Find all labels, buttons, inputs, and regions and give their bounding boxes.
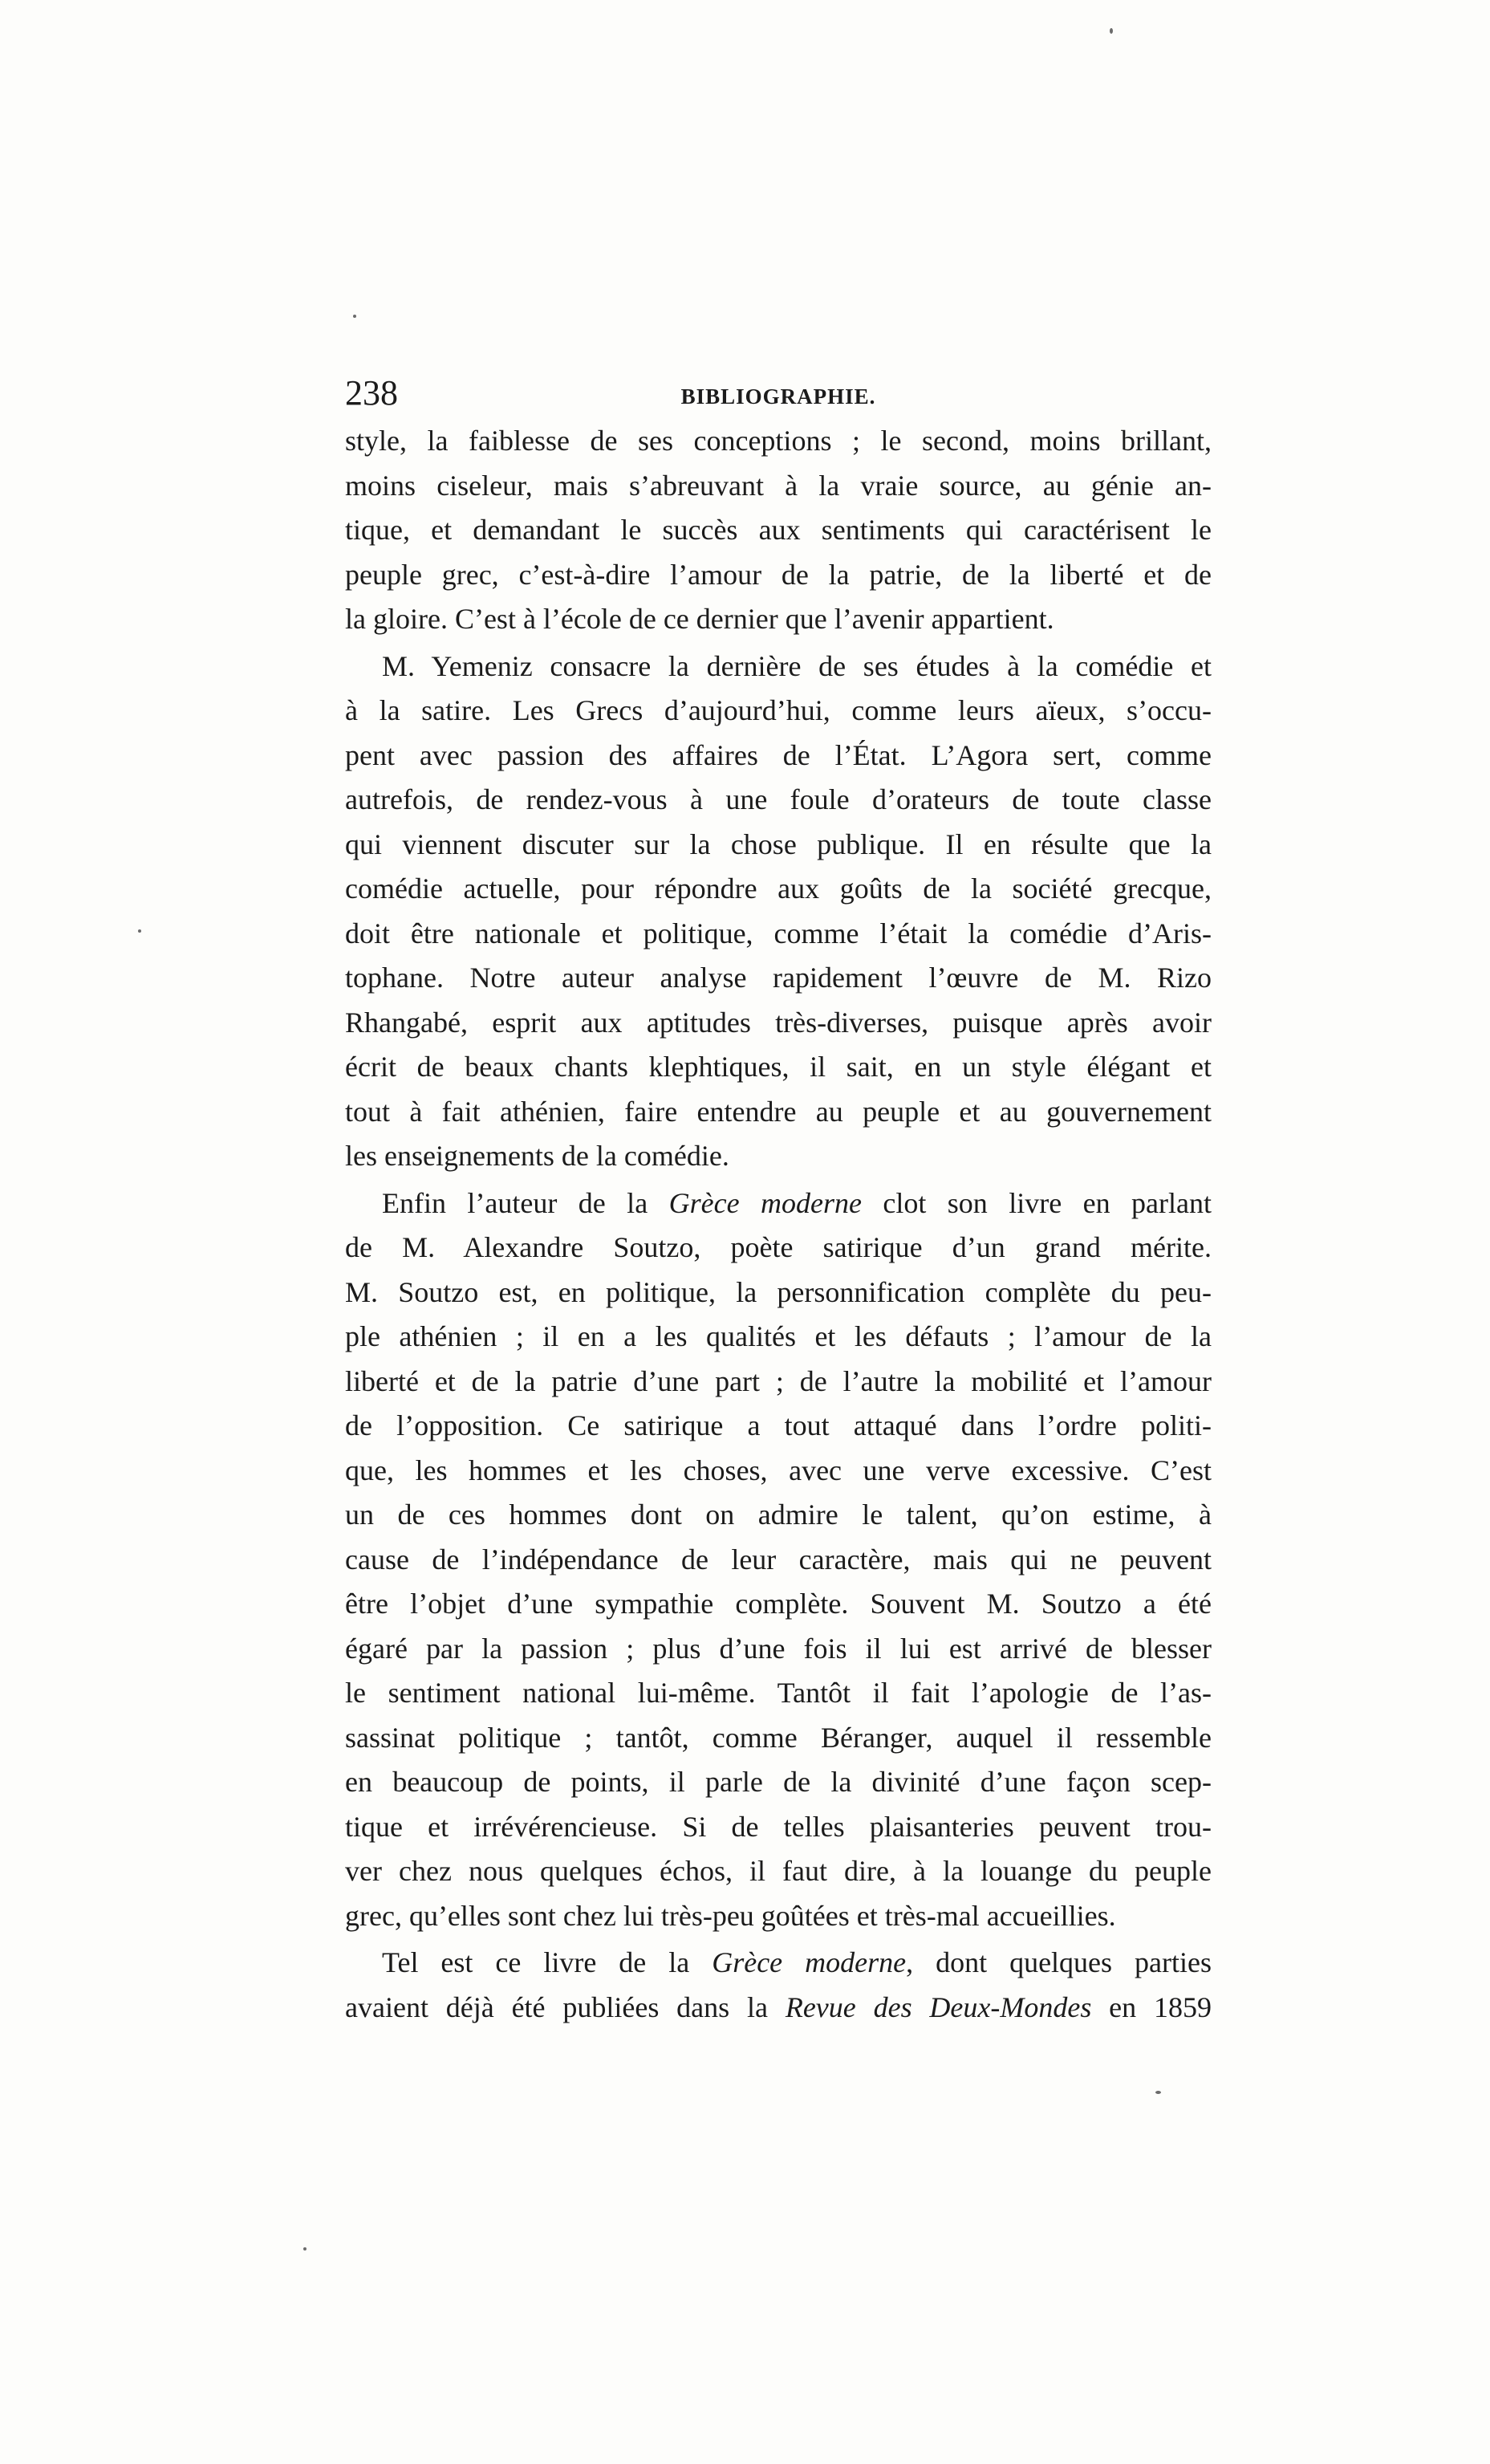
paragraph	[345, 419, 1212, 642]
ink-speck	[1155, 2091, 1161, 2094]
text-line: Enfin l’auteur de la Grèce moderne clot son livre en parlant	[382, 1186, 1212, 1219]
text-line: Tel est ce livre de la Grèce moderne, dont quelques parties	[382, 1946, 1212, 1978]
text-line: moins ciseleur, mais s’abreuvant à la vraie source, au génie an-	[345, 469, 1212, 502]
paragraph	[345, 644, 1212, 1179]
text-line: grec, qu’elles sont chez lui très-peu goûtées et très-mal accueillies.	[345, 1899, 1116, 1932]
text-line: tique et irrévérencieuse. Si de telles plaisanteries peuvent trou-	[345, 1810, 1212, 1843]
text-line: autrefois, de rendez-vous à une foule d’orateurs de toute classe	[345, 783, 1212, 815]
text-line: que, les hommes et les choses, avec une verve excessive. C’est	[345, 1454, 1212, 1486]
paragraph	[345, 1181, 1212, 1939]
text-line: être l’objet d’une sympathie complète. Souvent M. Soutzo a été	[345, 1588, 1212, 1620]
italic-title: Grèce moderne	[712, 1946, 907, 1978]
text-line: tophane. Notre auteur analyse rapidement l’œuvre de M. Rizo	[345, 962, 1212, 994]
text-line: la gloire. C’est à l’école de ce dernier que l’avenir appartient.	[345, 603, 1054, 635]
text-line: liberté et de la patrie d’une part ; de l’autre la mobilité et l’amour	[345, 1364, 1212, 1397]
text-line: cause de l’indépendance de leur caractère, mais qui ne peuvent	[345, 1543, 1212, 1576]
running-head	[345, 371, 1212, 416]
text-line: sassinat politique ; tantôt, comme Béranger, auquel il ressemble	[345, 1721, 1212, 1754]
text-line: doit être nationale et politique, comme l’était la comédie d’Aris-	[345, 917, 1212, 949]
ink-speck	[138, 929, 141, 933]
text-line: ple athénien ; il en a les qualités et les défauts ; l’amour de la	[345, 1320, 1212, 1352]
text-line: les enseignements de la comédie.	[345, 1140, 729, 1172]
page-number: 238	[345, 373, 398, 413]
running-title: BIBLIOGRAPHIE.	[680, 384, 876, 409]
text-line: pent avec passion des affaires de l’État. L’Agora sert, comme	[345, 738, 1212, 771]
text-line: M. Soutzo est, en politique, la personnification complète du peu-	[345, 1275, 1212, 1308]
text-line: peuple grec, c’est-à-dire l’amour de la patrie, de la liberté et de	[345, 558, 1212, 591]
text-line: ver chez nous quelques échos, il faut dire, à la louange du peuple	[345, 1855, 1212, 1887]
ink-speck	[353, 315, 356, 318]
text-line: de l’opposition. Ce satirique a tout attaqué dans l’ordre politi-	[345, 1409, 1212, 1441]
text-line: en beaucoup de points, il parle de la divinité d’une façon scep-	[345, 1766, 1212, 1798]
italic-title: Grèce moderne	[668, 1186, 862, 1219]
text-line: M. Yemeniz consacre la dernière de ses études à la comédie et	[382, 649, 1212, 682]
text-line: tique, et demandant le succès aux sentiments qui caractérisent le	[345, 514, 1212, 546]
body-text	[345, 419, 1212, 2030]
text-line: le sentiment national lui-même. Tantôt il fait l’apologie de l’as-	[345, 1677, 1212, 1709]
text-line: avaient déjà été publiées dans la Revue des Deux-Mondes en 1859	[345, 1990, 1212, 2023]
text-line: à la satire. Les Grecs d’aujourd’hui, comme leurs aïeux, s’occu-	[345, 694, 1212, 726]
text-line: égaré par la passion ; plus d’une fois il lui est arrivé de blesser	[345, 1632, 1212, 1665]
text-line: tout à fait athénien, faire entendre au peuple et au gouvernement	[345, 1095, 1212, 1128]
paragraph	[345, 1941, 1212, 2030]
ink-speck	[303, 2247, 307, 2251]
ink-speck	[1110, 28, 1113, 34]
text-line: style, la faiblesse de ses conceptions ; le second, moins brillant,	[345, 425, 1212, 457]
text-line: écrit de beaux chants klephtiques, il sait, en un style élégant et	[345, 1051, 1212, 1083]
text-line: un de ces hommes dont on admire le talent, qu’on estime, à	[345, 1498, 1212, 1531]
text-line: de M. Alexandre Soutzo, poète satirique d’un grand mérite.	[345, 1231, 1212, 1263]
text-line: Rhangabé, esprit aux aptitudes très-diverses, puisque après avoir	[345, 1006, 1212, 1039]
text-block	[345, 371, 1212, 2032]
italic-title: Revue des Deux-Mondes	[785, 1990, 1092, 2023]
text-line: comédie actuelle, pour répondre aux goûts de la société grecque,	[345, 872, 1212, 905]
text-line: qui viennent discuter sur la chose publique. Il en résulte que la	[345, 827, 1212, 860]
